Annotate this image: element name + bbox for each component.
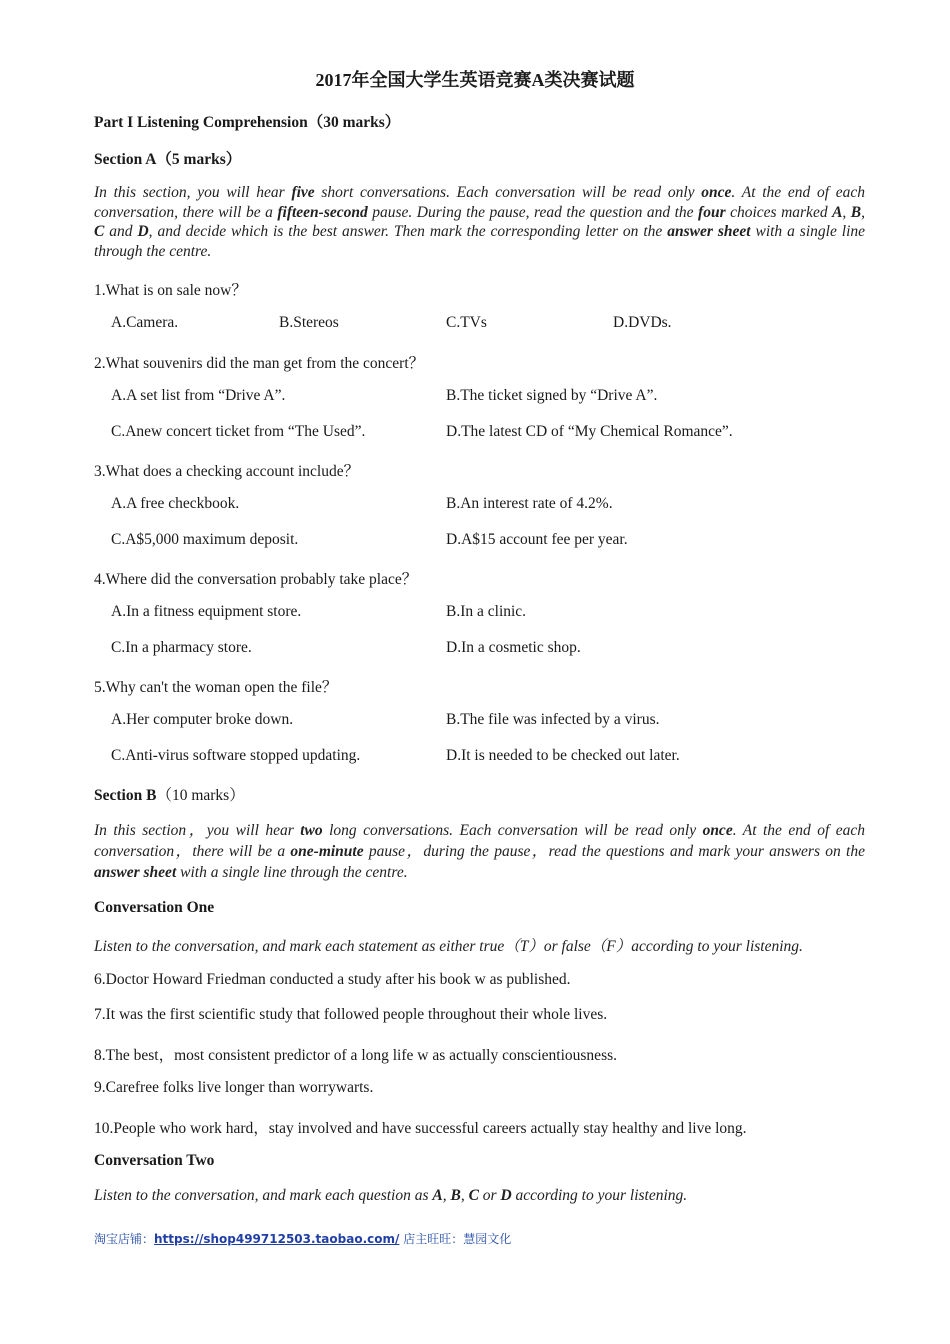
statement-7: 7.It was the first scientific study that followed people throughout their whole lives. (94, 1006, 608, 1023)
question-3-option-c: C.A$5,000 maximum deposit. (111, 531, 299, 548)
shop-link[interactable]: https://shop499712503.taobao.com/ (154, 1232, 400, 1246)
question-4-option-c: C.In a pharmacy store. (111, 639, 252, 656)
conversation-two-instructions: Listen to the conversation, and mark each question as A, B, C or D according to your listening. (94, 1187, 688, 1204)
question-4: 4.Where did the conversation probably take place？ (94, 571, 418, 588)
question-5-option-b: B.The file was infected by a virus. (446, 711, 660, 728)
question-1-option-d: D.DVDs. (613, 314, 672, 331)
conversation-one-heading: Conversation One (94, 899, 215, 916)
footer-shop-info (94, 1230, 511, 1247)
section-a-instructions: In this section, you will hear five short conversations. Each conversation will be read only once. At the end of each conversation, there will be a fifteen-second pause. During the pause, read the question and the four choices marked A, B, C and D, and decide which is the best answer. Then mark the corresponding letter on the answer sheet with a single line through the centre. (94, 184, 866, 260)
conversation-one-instructions: Listen to the conversation, and mark each statement as either true（T）or false（F）according to your listening. (94, 938, 803, 955)
question-2: 2.What souvenirs did the man get from the concert？ (94, 355, 425, 372)
question-4-option-d: D.In a cosmetic shop. (446, 639, 581, 656)
question-5: 5.Why can't the woman open the file？ (94, 679, 338, 696)
section-b-heading: Section B（10 marks） (94, 787, 245, 804)
question-5-option-a: A.Her computer broke down. (111, 711, 294, 728)
question-3-option-d: D.A$15 account fee per year. (446, 531, 628, 548)
question-3: 3.What does a checking account include？ (94, 463, 360, 480)
section-a-heading: Section A（5 marks） (94, 151, 242, 168)
conversation-two-heading: Conversation Two (94, 1152, 215, 1169)
page-title: 2017年全国大学生英语竞赛A类决赛试题 (315, 70, 635, 90)
question-3-option-b: B.An interest rate of 4.2%. (446, 495, 613, 512)
question-1-option-b: B.Stereos (279, 314, 339, 331)
question-2-option-b: B.The ticket signed by “Drive A”. (446, 387, 658, 404)
question-1-option-a: A.Camera. (111, 314, 179, 331)
question-2-option-d: D.The latest CD of “My Chemical Romance”. (446, 423, 733, 440)
statement-8: 8.The best，most consistent predictor of a long life w as actually conscientiousness. (94, 1047, 618, 1064)
question-5-option-c: C.Anti-virus software stopped updating. (111, 747, 361, 764)
statement-9: 9.Carefree folks live longer than worrywarts. (94, 1079, 374, 1096)
section-b-instructions: In this section，you will hear two long conversations. Each conversation will be read only once. At the end of each conversation，there will be a one-minute pause，during the pause，read the questions and mark your answers on the answer sheet with a single line through the centre. (94, 822, 865, 881)
question-5-option-d: D.It is needed to be checked out later. (446, 747, 680, 764)
question-2-option-c: C.Anew concert ticket from “The Used”. (111, 423, 366, 440)
part1-heading: Part I Listening Comprehension（30 marks） (94, 114, 401, 131)
question-2-option-a: A.A set list from “Drive A”. (111, 387, 286, 404)
statement-6: 6.Doctor Howard Friedman conducted a study after his book w as published. (94, 971, 571, 988)
question-3-option-a: A.A free checkbook. (111, 495, 240, 512)
question-1: 1.What is on sale now？ (94, 282, 247, 299)
question-1-option-c: C.TVs (446, 314, 487, 331)
footer-prefix: 淘宝店铺： (94, 1232, 155, 1246)
question-4-option-a: A.In a fitness equipment store. (111, 603, 302, 620)
footer-suffix: 店主旺旺：慧园文化 (399, 1232, 512, 1246)
statement-10: 10.People who work hard，stay involved and have successful careers actually stay healthy and live long. (94, 1120, 747, 1137)
question-4-option-b: B.In a clinic. (446, 603, 527, 620)
